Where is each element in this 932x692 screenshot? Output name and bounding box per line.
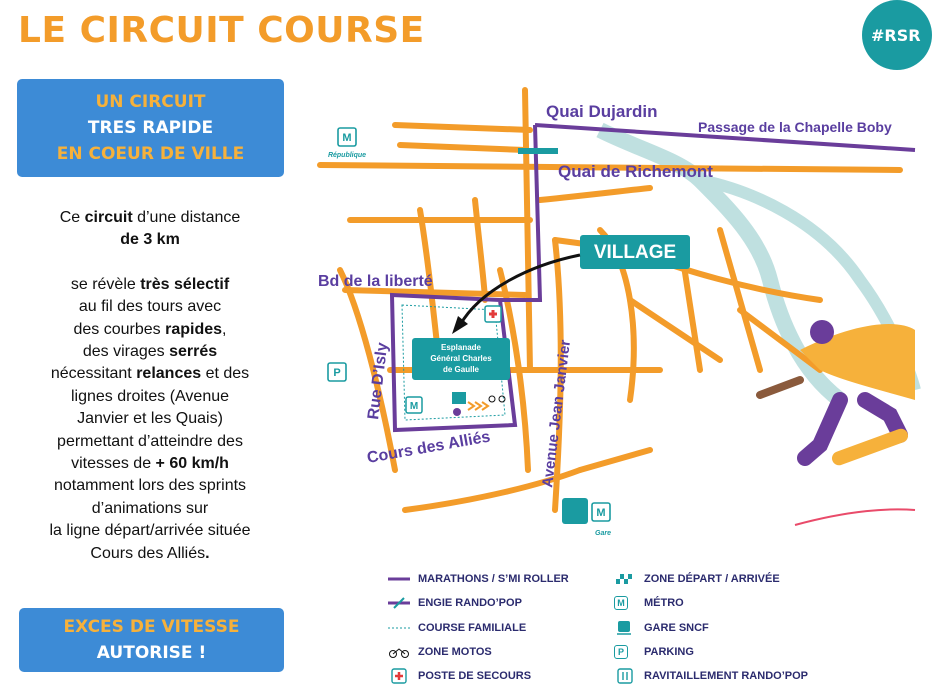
legend-metro xyxy=(614,596,684,610)
page-title: LE CIRCUIT COURSE xyxy=(18,10,425,51)
checkered-flag-icon xyxy=(614,572,636,586)
metro-letter: M xyxy=(409,401,419,412)
legend-parking xyxy=(614,645,694,659)
skater-illustration xyxy=(760,320,915,525)
gare-label: Gare xyxy=(595,530,611,537)
headline-box xyxy=(17,79,284,177)
parking-legend-icon: P xyxy=(614,645,628,659)
legend-familiale xyxy=(388,621,526,635)
engie-marker xyxy=(518,148,558,154)
esplanade-line-1: Esplanade xyxy=(440,343,482,352)
legend-secours xyxy=(388,669,531,683)
first-aid-legend-icon xyxy=(388,669,410,683)
cutlery-icon xyxy=(614,669,636,683)
legend-depart xyxy=(614,572,780,586)
speed-line-1: EXCES DE VITESSE xyxy=(63,617,240,637)
legend-gare xyxy=(614,621,709,635)
moto-wheel-1 xyxy=(489,396,495,402)
esplanade-line-3: de Gaulle xyxy=(442,365,480,374)
street-quai-richemont: Quai de Richemont xyxy=(558,162,713,181)
metro-republique-label: République xyxy=(327,152,367,159)
metro-republique-letter: M xyxy=(342,132,352,144)
street-rue-disly: Rue D’Isly xyxy=(365,341,392,421)
headline-line-3: EN COEUR DE VILLE xyxy=(56,144,245,164)
headline-line-1: UN CIRCUIT xyxy=(95,92,206,112)
village-label: VILLAGE xyxy=(593,242,677,263)
legend-secours-label: POSTE DE SECOURS xyxy=(418,670,532,682)
legend-marathons-label: MARATHONS / S’MI ROLLER xyxy=(418,573,569,585)
speed-box xyxy=(19,608,284,672)
legend-gare-label: GARE SNCF xyxy=(644,622,709,634)
metro-legend-icon: M xyxy=(614,596,628,610)
rsr-logo: #RSR xyxy=(862,0,932,70)
legend-familiale-label: COURSE FAMILIALE xyxy=(418,622,527,634)
legend-ravitaillement-label: RAVITAILLEMENT RANDO’POP xyxy=(644,670,808,682)
start-dot xyxy=(453,408,461,416)
start-flag-icon xyxy=(452,392,466,404)
legend-motos-label: ZONE MOTOS xyxy=(418,646,492,658)
circuit-map xyxy=(300,70,915,560)
headline-line-2: TRES RAPIDE xyxy=(87,118,214,138)
description-text: Ce circuit d’une distance de 3 km se révèle très sélectif au fil des tours avec des courbes rapides, des virages serrés nécessitant relances et des lignes droites (Avenue Janvier et les Quais) permettant d’atteindre des vitesses de + 60 km/h notamment lors des sprints d’animations sur la ligne départ/arrivée située Cours des Alliés. xyxy=(49,209,251,562)
legend-engie xyxy=(388,596,522,610)
legend-ravitaillement xyxy=(614,669,808,683)
direction-chevrons xyxy=(468,402,488,410)
train-icon xyxy=(562,498,588,524)
street-avenue-janvier: Avenue Jean Janvier xyxy=(539,338,575,489)
esplanade-line-2: Général Charles xyxy=(430,354,492,363)
street-passage: Passage de la Chapelle Boby xyxy=(698,119,892,135)
legend-motos xyxy=(388,645,492,659)
train-legend-icon xyxy=(614,621,636,635)
speed-line-2: AUTORISE ! xyxy=(96,643,207,663)
legend-depart-label: ZONE DÉPART / ARRIVÉE xyxy=(644,573,780,585)
legend-marathons xyxy=(388,572,569,586)
street-quai-dujardin: Quai Dujardin xyxy=(546,102,658,121)
moto-wheel-2 xyxy=(499,396,505,402)
parking-letter: P xyxy=(333,367,341,379)
legend-metro-label: MÉTRO xyxy=(644,597,684,609)
street-cours-allies: Cours des Alliés xyxy=(365,428,492,467)
legend-parking-label: PARKING xyxy=(644,646,694,658)
metro-gare-letter: M xyxy=(596,507,606,519)
moto-icon xyxy=(388,645,410,659)
street-bd-liberte: Bd de la liberté xyxy=(318,273,433,290)
legend-engie-label: ENGIE RANDO’POP xyxy=(418,597,522,609)
